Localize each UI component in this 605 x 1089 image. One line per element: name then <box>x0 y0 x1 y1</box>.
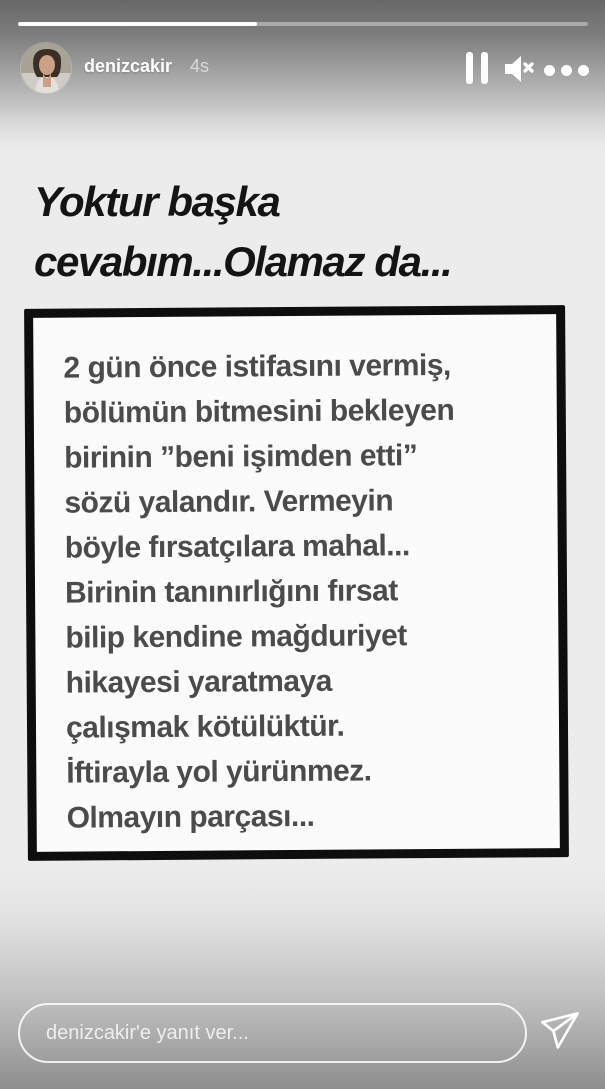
volume-muted-icon[interactable] <box>502 52 536 86</box>
quote-line: sözü yalandır. Vermeyin <box>64 484 394 520</box>
story-progress-bar <box>18 22 588 26</box>
paper-plane-icon <box>538 1009 582 1053</box>
quote-line: Birinin tanınırlığını fırsat <box>64 574 398 610</box>
send-button[interactable] <box>536 1008 584 1056</box>
quote-line: hikayesi yaratmaya <box>65 664 333 700</box>
username[interactable]: denizcakir <box>84 56 173 76</box>
headline-line-2: cevabım...Olamaz da... <box>34 238 452 285</box>
quote-line: 2 gün önce istifasını vermiş, <box>63 348 451 385</box>
quote-card <box>24 305 569 861</box>
story-timestamp: 4s <box>190 56 210 76</box>
ellipsis-icon[interactable] <box>544 64 592 76</box>
quote-line: çalışmak kötülüktür. <box>65 709 345 745</box>
quote-line: İftirayla yol yürünmez. <box>66 754 372 790</box>
quote-line: birinin ”beni işimden etti” <box>64 439 418 475</box>
avatar[interactable] <box>20 42 72 94</box>
story-headline <box>34 172 594 292</box>
avatar-image <box>21 43 72 94</box>
pause-icon[interactable] <box>466 52 492 84</box>
story-header <box>0 40 605 98</box>
quote-line: bilip kendine mağduriyet <box>65 619 407 655</box>
reply-input[interactable] <box>44 1021 501 1046</box>
story-progress-fill <box>18 22 257 26</box>
quote-line: böyle fırsatçılara mahal... <box>64 529 410 565</box>
quote-line: bölümün bitmesini bekleyen <box>63 393 455 430</box>
reply-field-container <box>18 1003 527 1063</box>
quote-line: Olmayın parçası... <box>66 799 315 835</box>
headline-line-1: Yoktur başka <box>34 178 280 225</box>
